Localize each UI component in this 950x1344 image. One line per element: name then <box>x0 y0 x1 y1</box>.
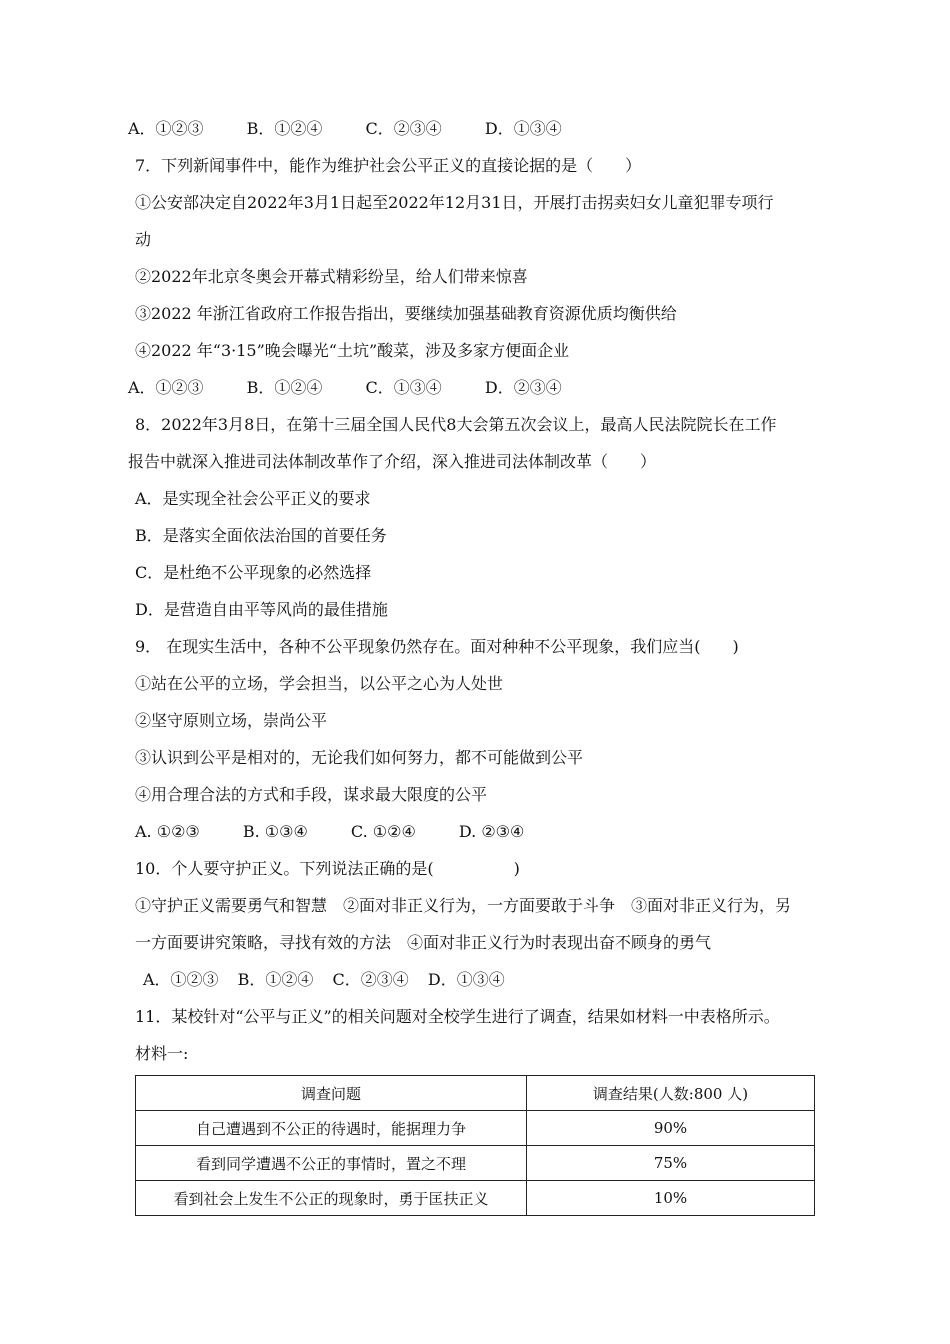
q7-item-2: ②2022年北京冬奥会开幕式精彩纷呈，给人们带来惊喜 <box>135 267 528 286</box>
survey-table <box>135 1075 815 1216</box>
q10-items-line2: 一方面要讲究策略，寻找有效的方法 ④面对非正义行为时表现出奋不顾身的勇气 <box>135 933 712 952</box>
q7-option-b: B．①②④ <box>246 378 323 397</box>
survey-header-question: 调查问题 <box>136 1076 527 1111</box>
survey-result: 90% <box>527 1111 815 1146</box>
q6-option-a: A．①②③ <box>128 119 204 138</box>
survey-table-header <box>136 1076 815 1111</box>
q9-stem: 9． 在现实生活中，各种不公平现象仍然存在。面对种种不公平现象，我们应当( ) <box>135 637 739 656</box>
q10-option-d: D．①③④ <box>427 970 505 989</box>
q9-option-c: C. ①②④ <box>350 822 416 841</box>
q10-options <box>143 969 519 991</box>
q7-option-c: C．①③④ <box>365 378 442 397</box>
survey-question: 自己遭遇到不公正的待遇时，能据理力争 <box>136 1111 527 1146</box>
survey-question: 看到同学遭遇不公正的事情时，置之不理 <box>136 1146 527 1181</box>
q8-option-d: D．是营造自由平等风尚的最佳措施 <box>135 600 388 619</box>
q9-item-1: ①站在公平的立场，学会担当，以公平之心为人处世 <box>135 674 504 693</box>
q7-option-a: A．①②③ <box>128 378 204 397</box>
q6-options <box>128 118 600 140</box>
q8-stem-line2: 报告中就深入推进司法体制改革作了介绍，深入推进司法体制改革（ ） <box>128 452 657 471</box>
q11-stem: 11．某校针对“公平与正义”的相关问题对全校学生进行了调查，结果如材料一中表格所示。 <box>135 1007 780 1026</box>
q6-option-d: D．①③④ <box>484 119 562 138</box>
table-row <box>136 1146 815 1181</box>
q10-stem: 10．个人要守护正义。下列说法正确的是( ) <box>135 859 520 878</box>
q9-item-4: ④用合理合法的方式和手段，谋求最大限度的公平 <box>135 785 488 804</box>
q9-item-2: ②坚守原则立场，崇尚公平 <box>135 711 328 730</box>
q9-option-b: B. ①③④ <box>242 822 308 841</box>
q6-option-c: C．②③④ <box>365 119 442 138</box>
q7-options <box>128 377 600 399</box>
q7-item-4: ④2022 年“3·15”晚会曝光“土坑”酸菜，涉及多家方便面企业 <box>135 341 570 360</box>
q7-item-1: ①公安部决定自2022年3月1日起至2022年12月31日，开展打击拐卖妇女儿童犯罪专项行 <box>135 193 774 212</box>
survey-result: 10% <box>527 1181 815 1216</box>
table-row <box>136 1111 815 1146</box>
q10-option-a: A．①②③ <box>143 970 219 989</box>
q8-option-b: B．是落实全面依法治国的首要任务 <box>135 526 387 545</box>
table-row <box>136 1181 815 1216</box>
q8-option-c: C．是杜绝不公平现象的必然选择 <box>135 563 372 582</box>
q7-item-1-cont: 动 <box>135 230 152 249</box>
q10-option-b: B．①②④ <box>237 970 314 989</box>
q10-option-c: C．②③④ <box>332 970 409 989</box>
q11-material-label: 材料一: <box>135 1044 189 1063</box>
survey-header-result: 调查结果(人数:800 人) <box>527 1076 815 1111</box>
q7-option-d: D．②③④ <box>484 378 562 397</box>
survey-result: 75% <box>527 1146 815 1181</box>
survey-question: 看到社会上发生不公正的现象时，勇于匡扶正义 <box>136 1181 527 1216</box>
q7-item-3: ③2022 年浙江省政府工作报告指出，要继续加强基础教育资源优质均衡供给 <box>135 304 677 323</box>
q6-option-b: B．①②④ <box>246 119 323 138</box>
q9-options <box>135 821 562 843</box>
q10-items-line1: ①守护正义需要勇气和智慧 ②面对非正义行为，一方面要敢于斗争 ③面对非正义行为，另 <box>135 896 792 915</box>
q8-option-a: A．是实现全社会公平正义的要求 <box>135 489 371 508</box>
q9-option-d: D. ②③④ <box>458 822 525 841</box>
q8-stem-line1: 8．2022年3月8日，在第十三届全国人民代8大会第五次会议上，最高人民法院院长在工作 <box>135 415 777 434</box>
q9-option-a: A. ①②③ <box>135 822 200 841</box>
q9-item-3: ③认识到公平是相对的，无论我们如何努力，都不可能做到公平 <box>135 748 584 767</box>
q7-stem: 7．下列新闻事件中，能作为维护社会公平正义的直接论据的是（ ） <box>135 156 642 175</box>
